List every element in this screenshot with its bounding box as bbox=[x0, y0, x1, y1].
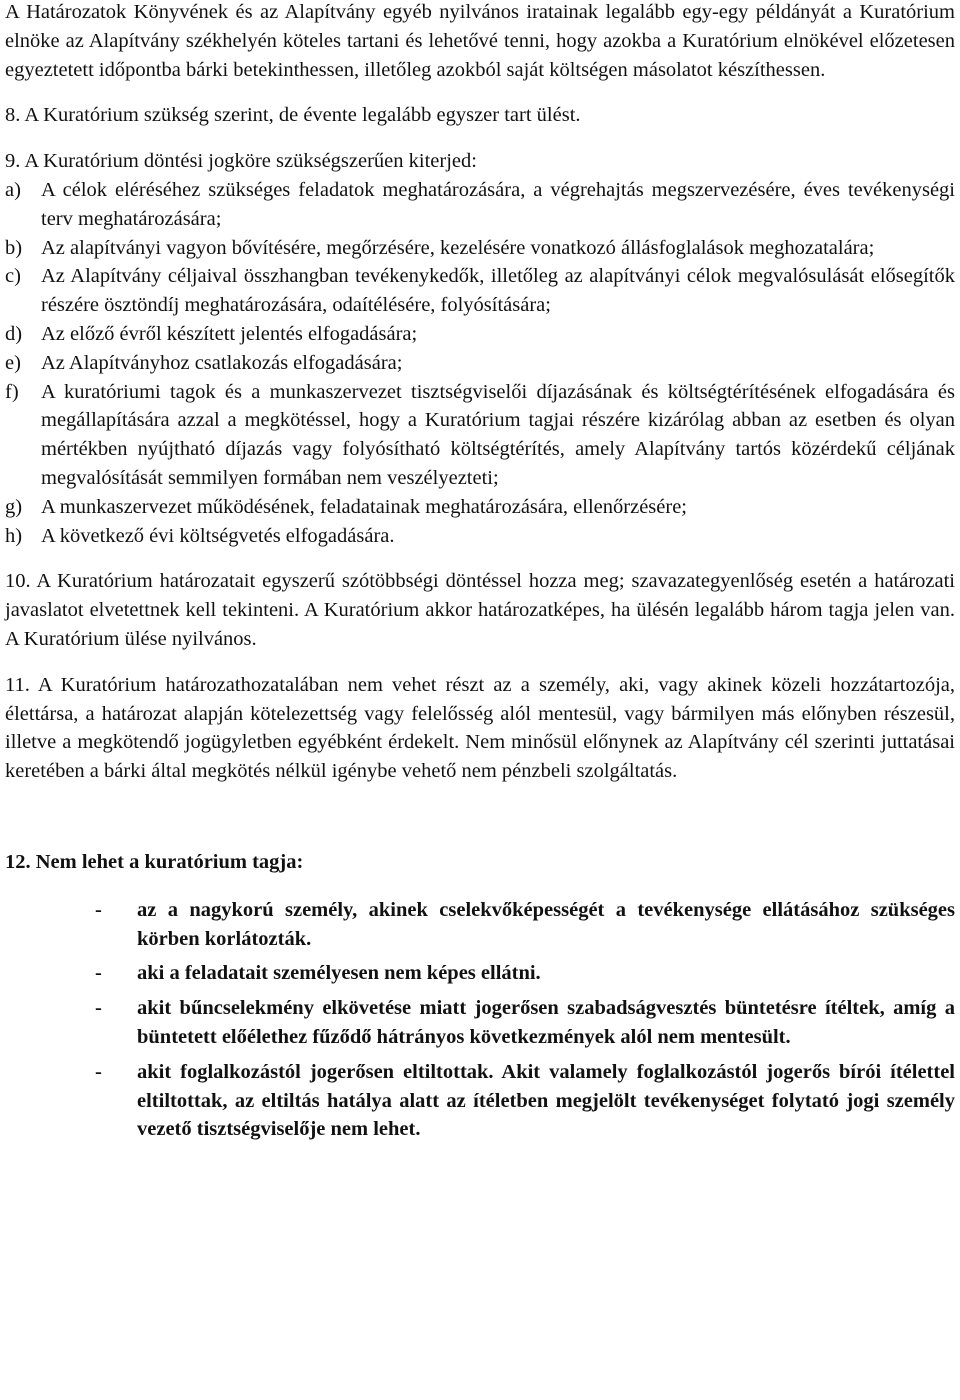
list-text: A következő évi költségvetés elfogadására. bbox=[41, 524, 395, 547]
document-page bbox=[5, 0, 955, 1150]
list-item-h bbox=[5, 522, 955, 551]
list-letter: h) bbox=[5, 524, 23, 547]
dash-mark: - bbox=[95, 1060, 102, 1083]
list-letter: e) bbox=[5, 351, 21, 374]
list-text: Az alapítványi vagyon bővítésére, megőrzésére, kezelésére vonatkozó állásfoglalások meghozatalára; bbox=[41, 236, 875, 259]
list-item-a bbox=[5, 176, 955, 234]
list-letter: a) bbox=[5, 178, 21, 201]
list-letter: g) bbox=[5, 495, 23, 518]
list-text: A kuratóriumi tagok és a munkaszervezet tisztségviselői díjazásának és költségtérítésének elfogadására és megállapítására azzal a megkötéssel, hogy a Kuratórium tagjai részére kizárólag abban az esetben és olyan mértékben nyújtható díjazás vagy folyósítható költségtérítés, amely Alapítvány tartós közérdekű céljának megvalósítását semmilyen formában nem veszélyezteti; bbox=[41, 380, 955, 489]
dash-item bbox=[95, 1058, 955, 1144]
dash-text: akit bűncselekmény elkövetése miatt jogerősen szabadságvesztés büntetésre ítéltek, amíg a büntetett előélethez fűződő hátrányos következmények alól nem mentesült. bbox=[137, 997, 955, 1048]
list-text: Az Alapítvány céljaival összhangban tevékenykedők, illetőleg az alapítványi célok megvalósulását elősegítők részére ösztöndíj meghatározására, odaítélésére, folyósítására; bbox=[41, 265, 955, 317]
list-text: Az előző évről készített jelentés elfogadására; bbox=[41, 322, 418, 345]
paragraph-12-heading: 12. Nem lehet a kuratórium tagja: bbox=[5, 850, 304, 873]
list-item-b bbox=[5, 234, 955, 263]
paragraph-8: 8. A Kuratórium szükség szerint, de évente legalább egyszer tart ülést. bbox=[5, 104, 581, 127]
dash-item bbox=[95, 994, 955, 1052]
dash-mark: - bbox=[95, 898, 102, 921]
dash-text: akit foglalkozástól jogerősen eltiltottak. Akit valamely foglalkozástól jogerős bírói ítélettel eltiltottak, az eltiltás hatálya alatt az ítéletben megjelölt tevékenységet folytató jogi személy vezető tisztségviselője nem lehet. bbox=[137, 1060, 955, 1141]
list-text: Az Alapítványhoz csatlakozás elfogadására; bbox=[41, 351, 403, 374]
list-item-d bbox=[5, 320, 955, 349]
dash-text: az a nagykorú személy, akinek cselekvőképességét a tevékenysége ellátásához szükséges körben korlátozták. bbox=[137, 898, 955, 950]
paragraph-9-list bbox=[5, 176, 955, 550]
list-letter: d) bbox=[5, 322, 23, 345]
list-item-g bbox=[5, 493, 955, 522]
paragraph-9-heading: 9. A Kuratórium döntési jogköre szükségszerűen kiterjed: bbox=[5, 150, 477, 173]
dash-mark: - bbox=[95, 997, 102, 1020]
list-letter: c) bbox=[5, 265, 21, 288]
list-item-c bbox=[5, 262, 955, 320]
list-text: A célok eléréséhez szükséges feladatok meghatározására, a végrehajtás megszervezésére, éves tevékenységi terv meghatározására; bbox=[41, 178, 955, 230]
list-letter: b) bbox=[5, 236, 23, 259]
list-item-f bbox=[5, 378, 955, 493]
dash-item bbox=[95, 896, 955, 954]
paragraph-10: 10. A Kuratórium határozatait egyszerű szótöbbségi döntéssel hozza meg; szavazategyenlőség esetén a határozati javaslatot elvetettnek kell tekinteni. A Kuratórium akkor határozatképes, ha ülésén legalább három tagja jelen van. A Kuratórium ülése nyilvános. bbox=[5, 570, 955, 650]
list-item-e bbox=[5, 349, 955, 378]
paragraph-11: 11. A Kuratórium határozathozatalában nem vehet részt az a személy, aki, vagy akinek közeli hozzátartozója, élettársa, a határozat alapján kötelezettség vagy felelősség alól mentesül, vagy bármilyen más előnyben részesül, illetve a megkötendő jogügyletben egyébként érdekelt. Nem minősül előnynek az Alapítvány cél szerinti juttatásai keretében a bárki által megkötés nélkül igénybe vehető nem pénzbeli szolgáltatás. bbox=[5, 673, 955, 783]
paragraph-intro: A Határozatok Könyvének és az Alapítvány egyéb nyilvános iratainak legalább egy-egy példányát a Kuratórium elnöke az Alapítvány székhelyén köteles tartani és lehetővé tenni, hogy azokba a Kuratórium elnökével előzetesen egyeztetett időpontba bárki betekinthessen, illetőleg azokból saját költségen másolatot készíthessen. bbox=[5, 1, 955, 81]
dash-mark: - bbox=[95, 962, 102, 985]
dash-text: aki a feladatait személyesen nem képes ellátni. bbox=[137, 962, 541, 985]
list-letter: f) bbox=[5, 380, 19, 403]
list-text: A munkaszervezet működésének, feladatainak meghatározására, ellenőrzésére; bbox=[41, 495, 687, 518]
dash-item bbox=[95, 959, 955, 988]
paragraph-12-list bbox=[5, 896, 955, 1144]
